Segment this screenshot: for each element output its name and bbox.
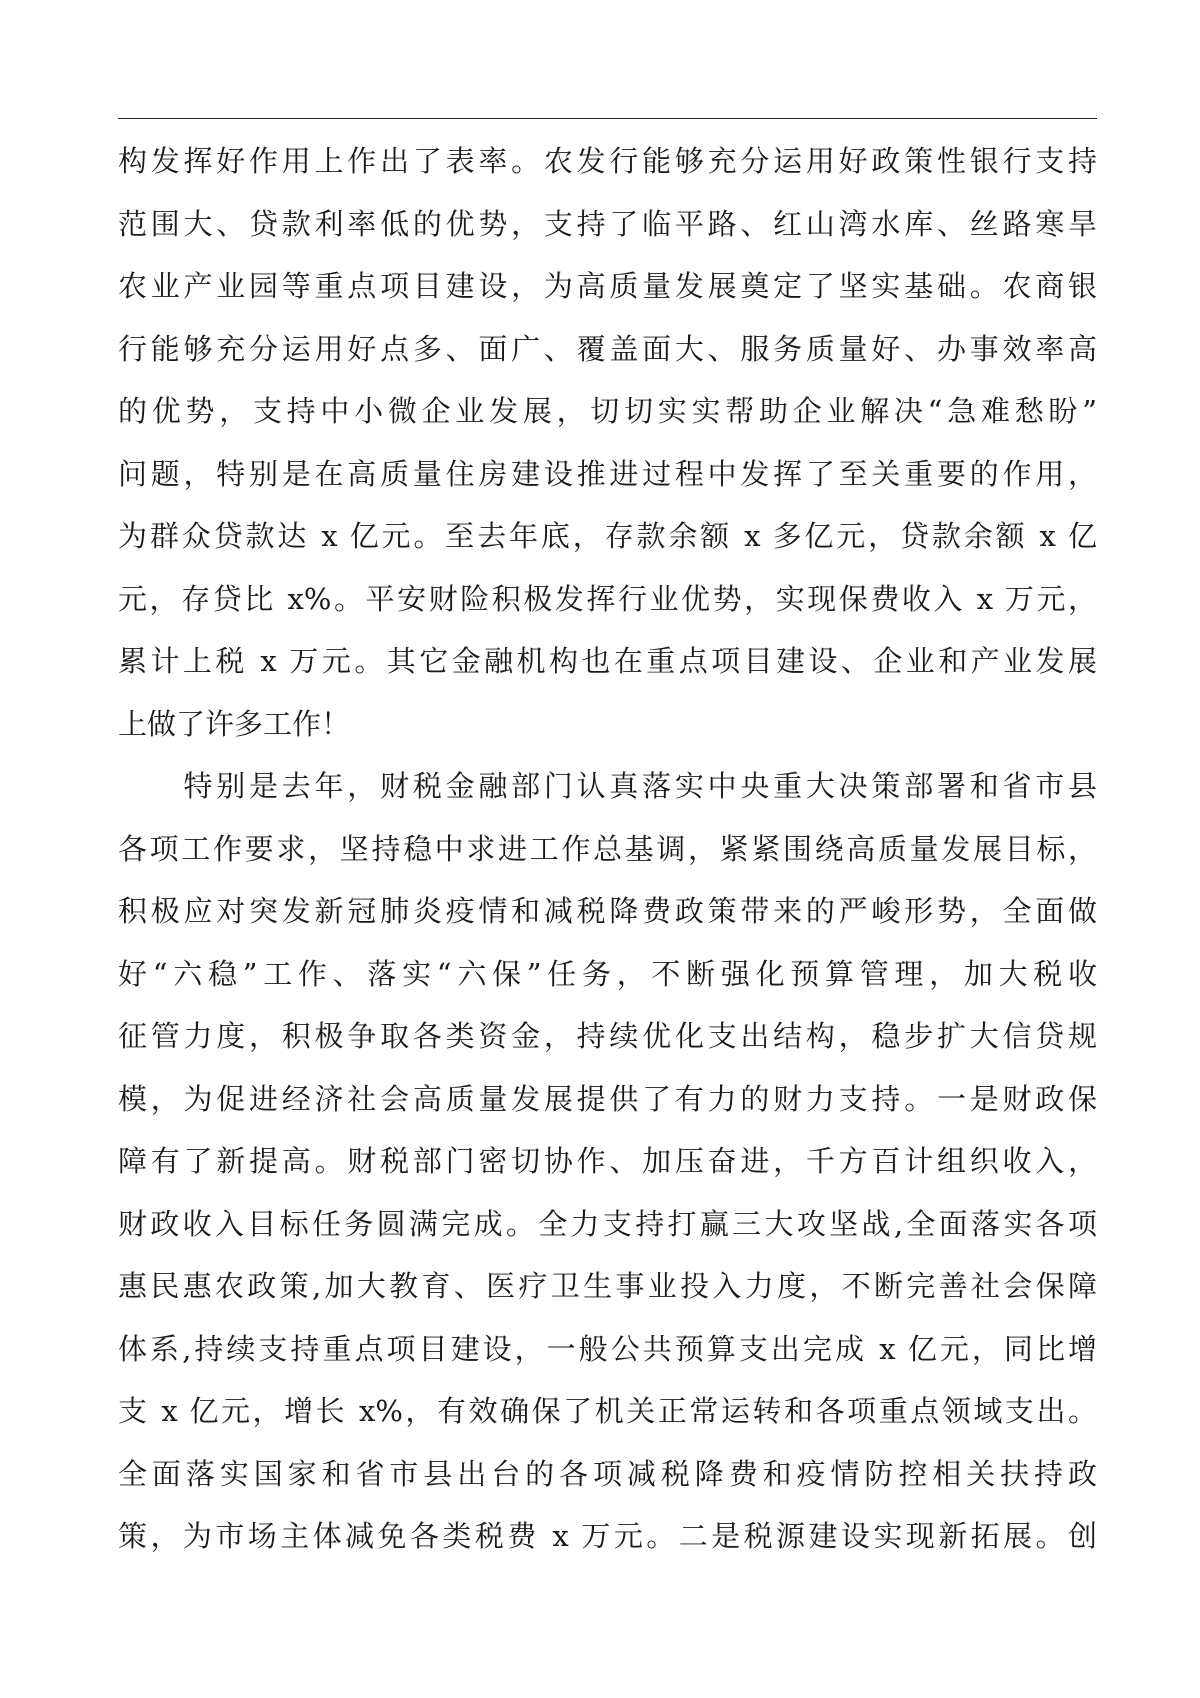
text-line: 征管力度，积极争取各类资金，持续优化支出结构，稳步扩大信贷规: [118, 1019, 1097, 1053]
text-line: 上做了许多工作！: [118, 706, 351, 741]
text-line: 范围大、贷款利率低的优势，支持了临平路、红山湾水库、丝路寒旱: [118, 206, 1097, 241]
text-line: 的优势，支持中小微企业发展，切切实实帮助企业解决“急难愁盼”: [118, 394, 1097, 428]
text-line: 特别是去年，财税金融部门认真落实中央重大决策部署和省市县: [118, 769, 1097, 803]
text-line: 问题，特别是在高质量住房建设推进过程中发挥了至关重要的作用，: [118, 456, 1097, 491]
text-line: 农业产业园等重点项目建设，为高质量发展奠定了坚实基础。农商银: [118, 269, 1097, 303]
text-line: 好“六稳”工作、落实“六保”任务，不断强化预算管理，加大税收: [118, 956, 1097, 991]
text-line: 累计上税 x 万元。其它金融机构也在重点项目建设、企业和产业发展: [118, 644, 1097, 678]
text-line: 财政收入目标任务圆满完成。全力支持打赢三大攻坚战,全面落实各项: [118, 1206, 1097, 1241]
header-rule: [118, 118, 1097, 119]
text-line: 全面落实国家和省市县出台的各项减税降费和疫情防控相关扶持政: [118, 1456, 1097, 1491]
text-line: 支 x 亿元，增长 x%，有效确保了机关正常运转和各项重点领域支出。: [118, 1394, 1097, 1428]
paragraph-1: [118, 130, 1097, 755]
text-line: 障有了新提高。财税部门密切协作、加压奋进，千方百计组织收入，: [118, 1144, 1097, 1178]
text-line: 各项工作要求，坚持稳中求进工作总基调，紧紧围绕高质量发展目标，: [118, 831, 1097, 866]
text-line: 为群众贷款达 x 亿元。至去年底，存款余额 x 多亿元，贷款余额 x 亿: [118, 519, 1097, 553]
paragraph-2: [118, 755, 1097, 1568]
text-line: 惠民惠农政策,加大教育、医疗卫生事业投入力度，不断完善社会保障: [118, 1269, 1097, 1303]
text-line: 元，存贷比 x%。平安财险积极发挥行业优势，实现保费收入 x 万元，: [118, 581, 1097, 616]
text-line: 积极应对突发新冠肺炎疫情和减税降费政策带来的严峻形势，全面做: [118, 894, 1097, 928]
text-line: 策，为市场主体减免各类税费 x 万元。二是税源建设实现新拓展。创: [118, 1519, 1097, 1553]
text-line: 行能够充分运用好点多、面广、覆盖面大、服务质量好、办事效率高: [118, 331, 1097, 366]
text-line: 模，为促进经济社会高质量发展提供了有力的财力支持。一是财政保: [118, 1081, 1097, 1116]
document-body: [118, 130, 1097, 1568]
text-line: 构发挥好作用上作出了表率。农发行能够充分运用好政策性银行支持: [118, 144, 1097, 178]
text-line: 体系,持续支持重点项目建设，一般公共预算支出完成 x 亿元，同比增: [118, 1331, 1097, 1366]
